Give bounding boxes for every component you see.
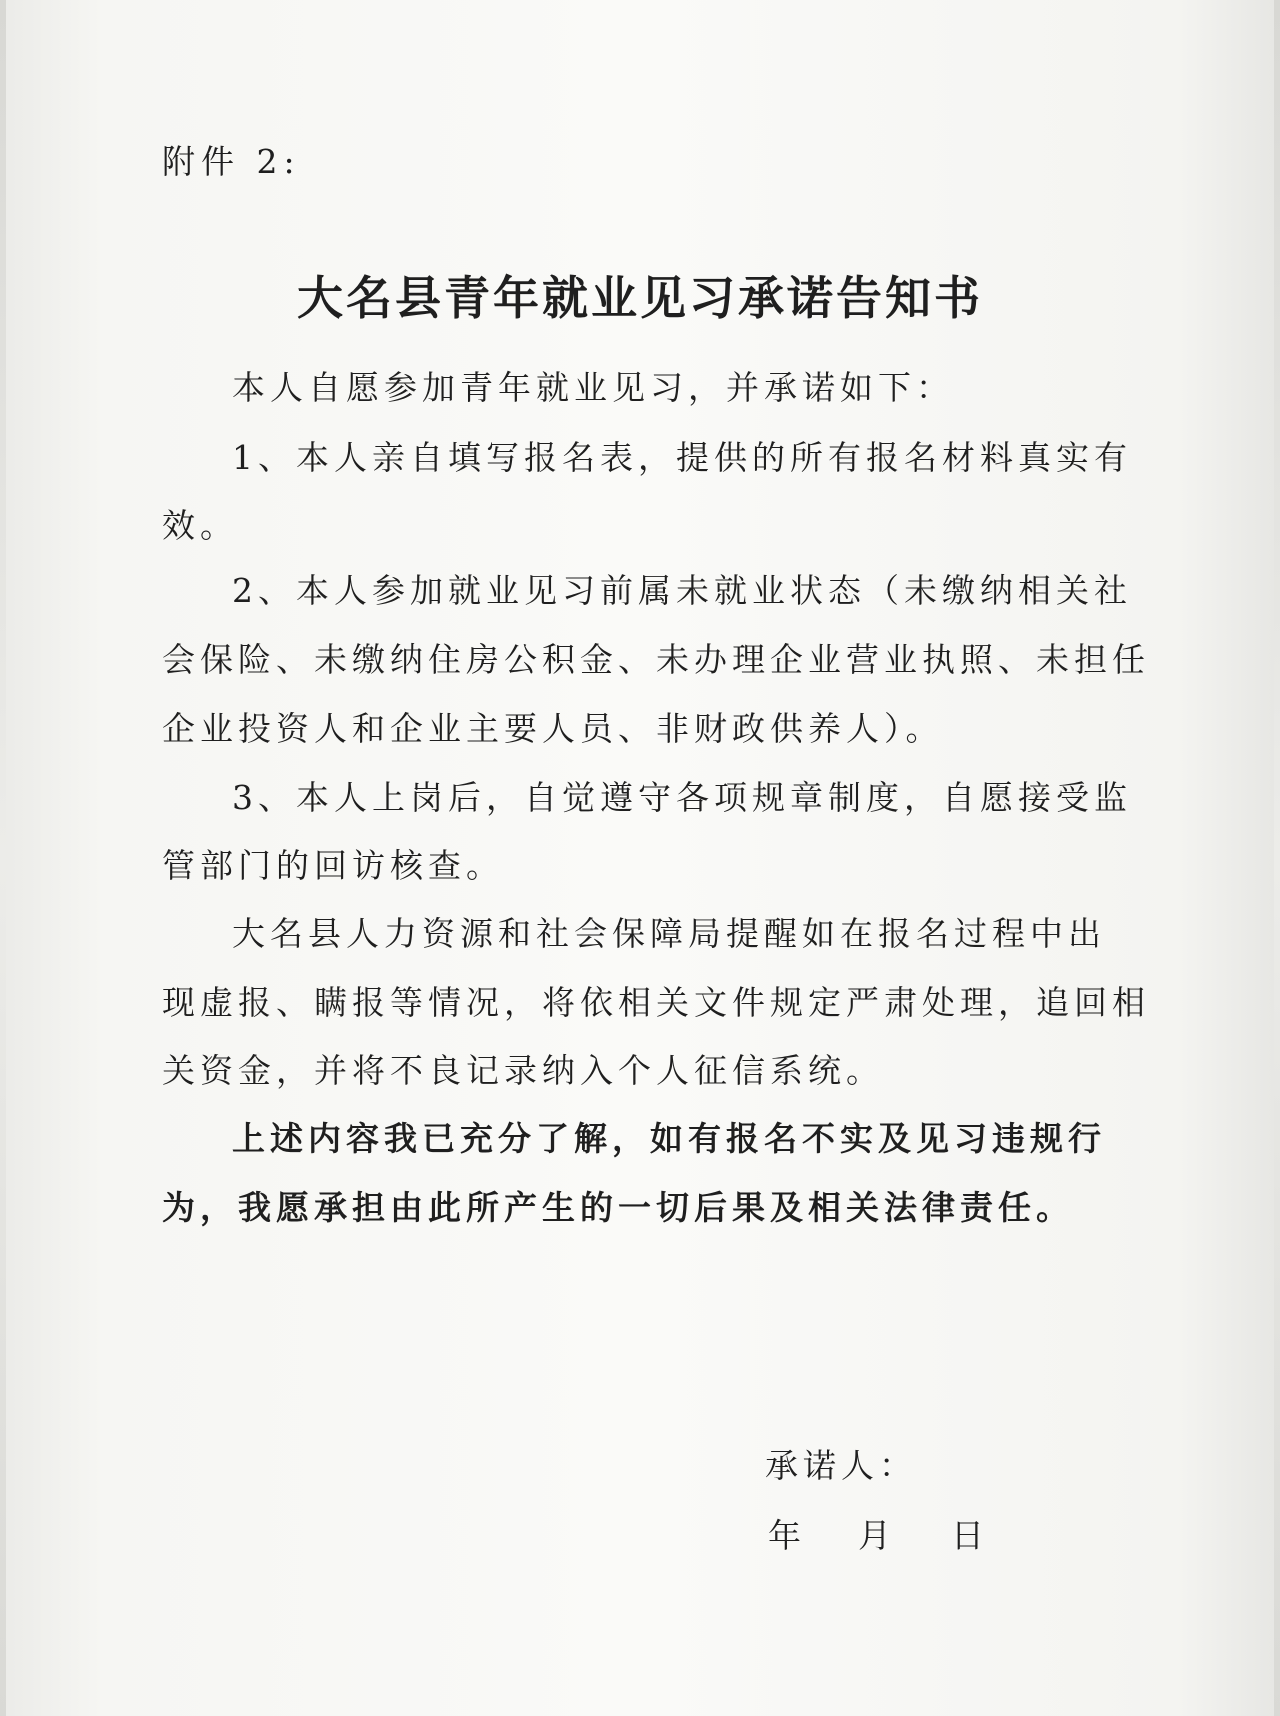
item-2-line-3: 企业投资人和企业主要人员、非财政供养人）。 [162,709,944,748]
scan-edge-left [0,0,6,1716]
document-title: 大名县青年就业见习承诺告知书 [297,271,983,325]
item-2-line-2: 会保险、未缴纳住房公积金、未办理企业营业执照、未担任 [162,640,1150,679]
reminder-line-2: 现虚报、瞒报等情况，将依相关文件规定严肃处理，追回相 [162,983,1150,1022]
reminder-line-3: 关资金，并将不良记录纳入个人征信系统。 [162,1051,884,1090]
scan-edge-right [1274,0,1280,1716]
item-1-line-1: 1、本人亲自填写报名表，提供的所有报名材料真实有 [232,438,1132,477]
intro-paragraph: 本人自愿参加青年就业见习，并承诺如下： [232,368,954,407]
attachment-label: 附件 2: [162,142,301,181]
date-day-label: 日 [951,1516,989,1555]
date-year-label: 年 [768,1516,806,1555]
item-1-line-2: 效。 [162,506,238,545]
item-2-line-1: 2、本人参加就业见习前属未就业状态（未缴纳相关社 [232,571,1132,610]
item-3-line-2: 管部门的回访核查。 [162,846,504,885]
commitment-line-2: 为，我愿承担由此所产生的一切后果及相关法律责任。 [162,1188,1074,1227]
commitment-line-1: 上述内容我已充分了解，如有报名不实及见习违规行 [232,1119,1106,1158]
date-month-label: 月 [858,1516,896,1555]
signatory-label: 承诺人： [765,1446,917,1485]
reminder-line-1: 大名县人力资源和社会保障局提醒如在报名过程中出 [232,914,1106,953]
item-3-line-1: 3、本人上岗后，自觉遵守各项规章制度，自愿接受监 [232,778,1132,817]
